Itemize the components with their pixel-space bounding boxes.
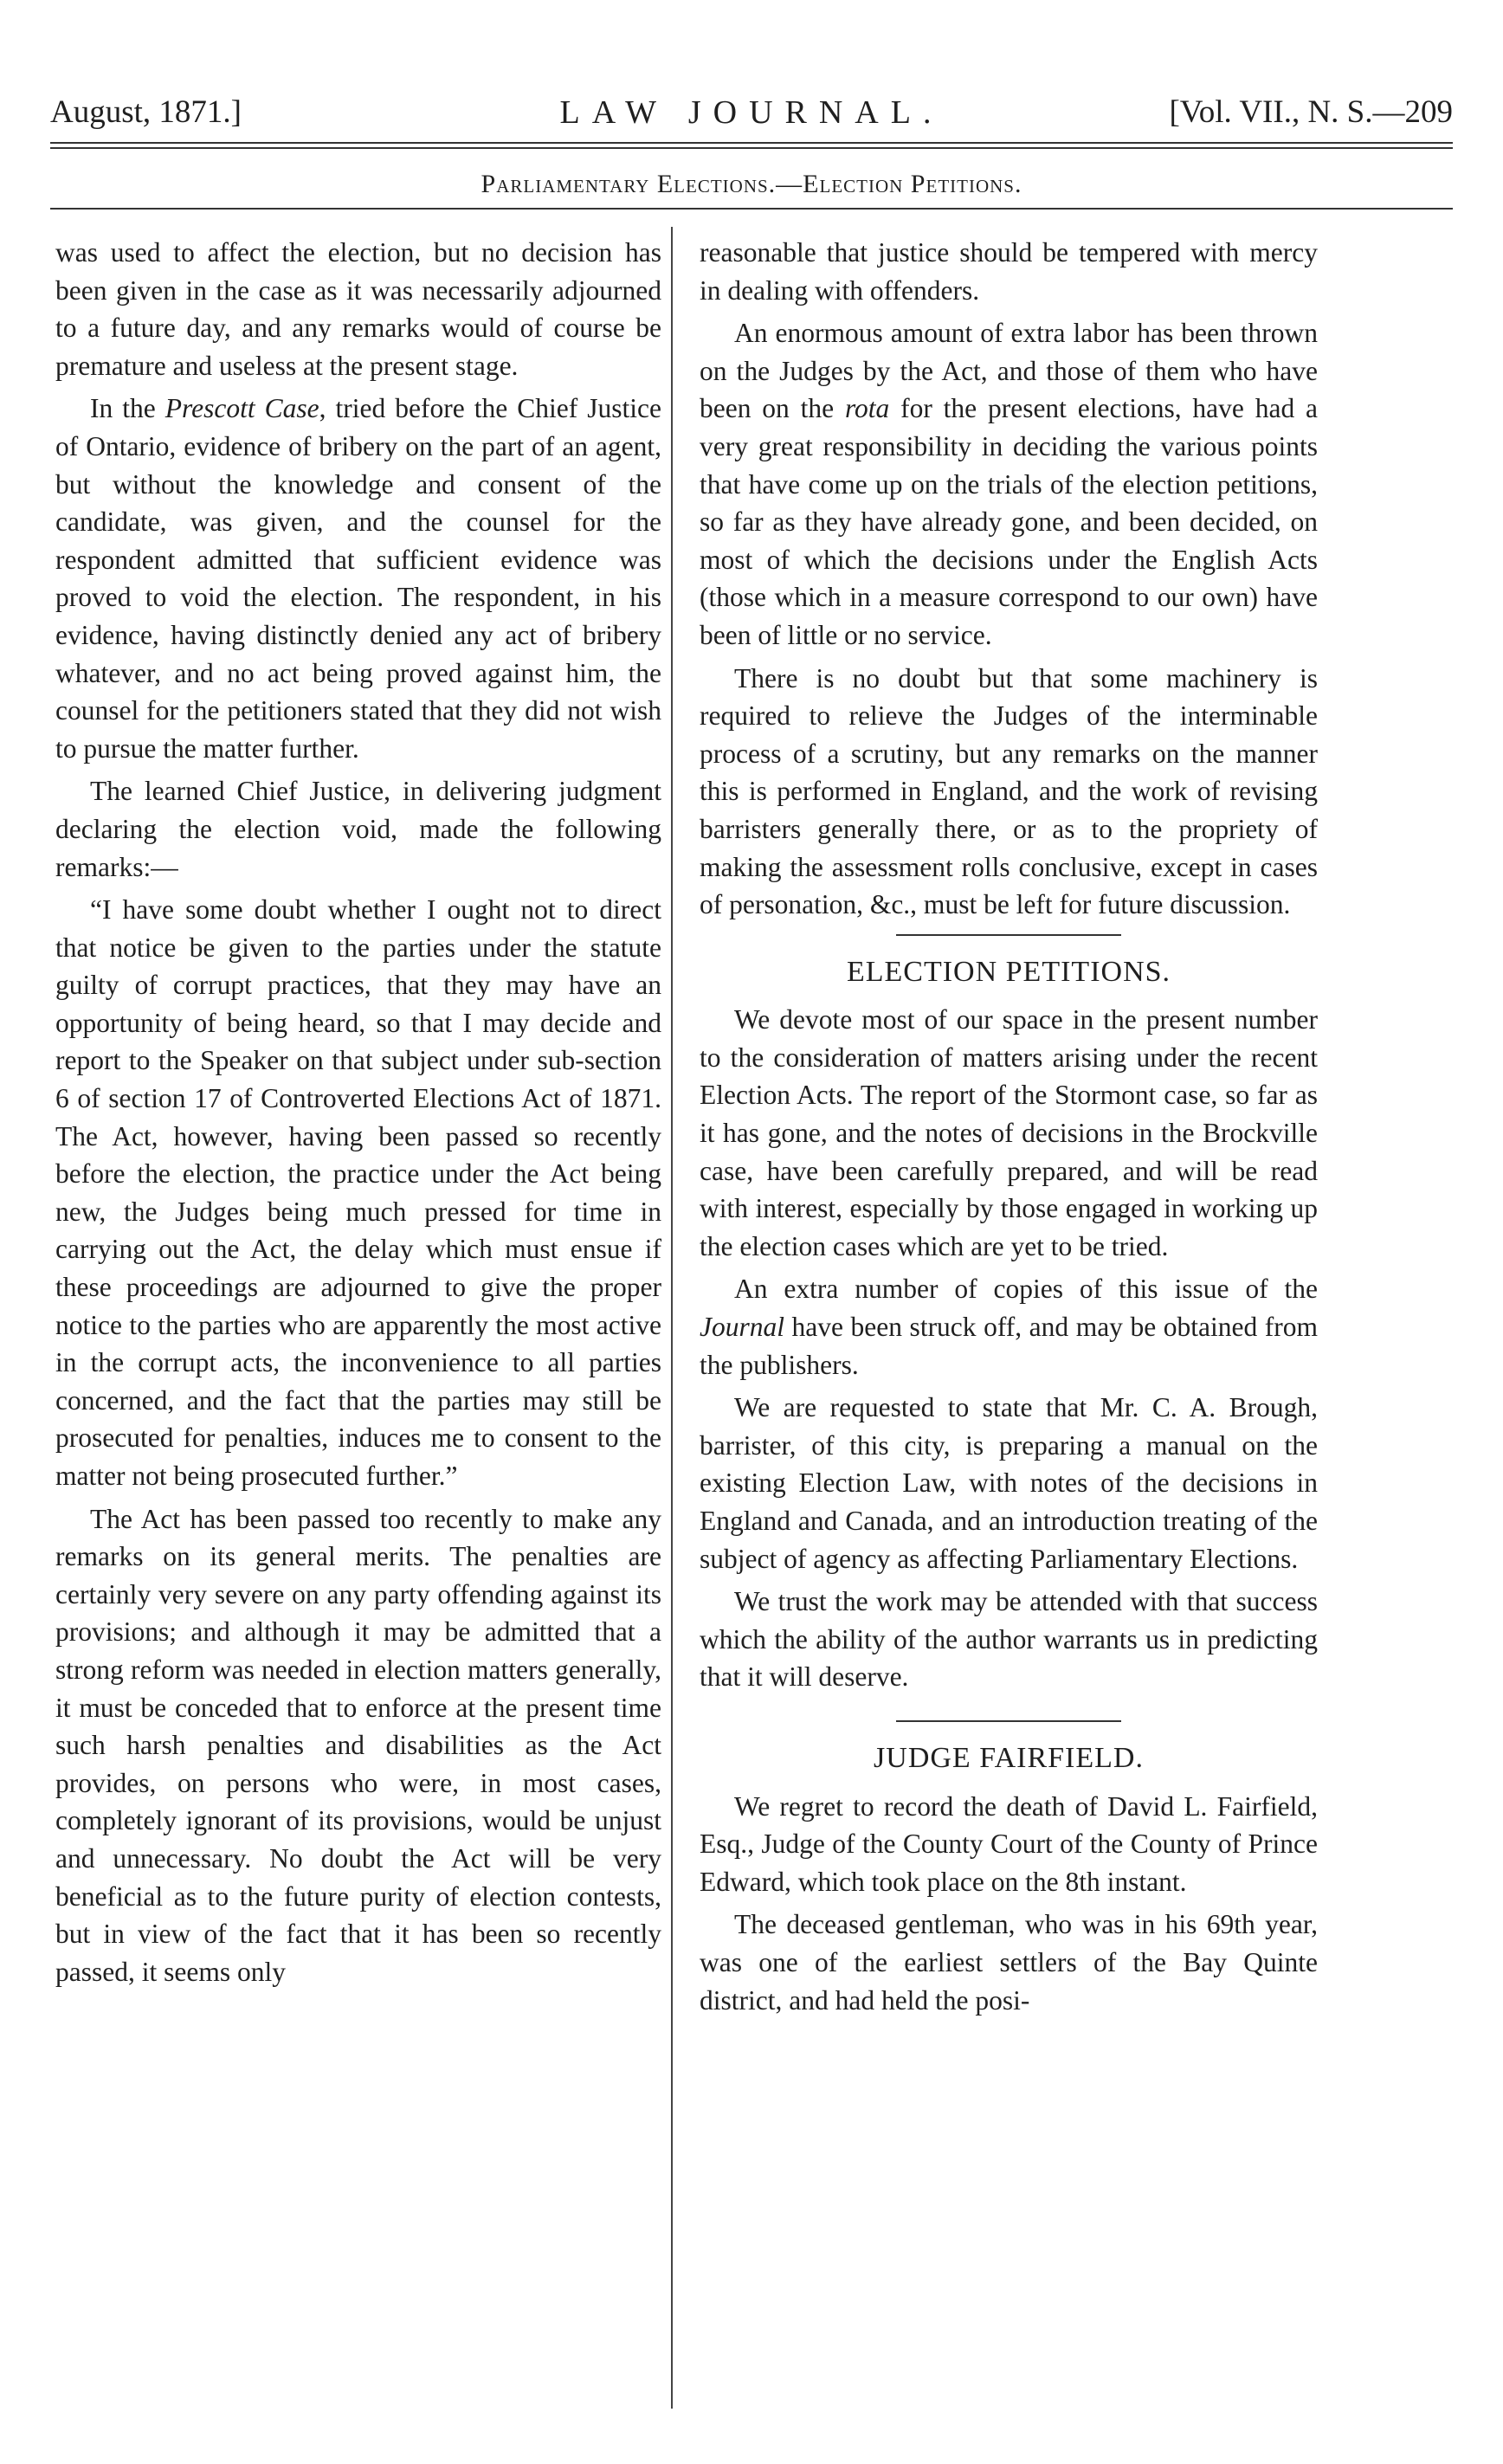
right-column	[700, 234, 1318, 2024]
column-divider	[671, 227, 673, 2409]
paragraph: In the Prescott Case, tried before the Chief Justice of Ontario, evidence of bribery on the part of an agent, but without the knowledge and consent of the candidate, was given, and the counsel for the respondent admitted that sufficient evidence was proved to void the election. The respondent, in his evidence, having distinctly denied any act of bribery whatever, and no act being proved against him, the counsel for the petitioners stated that they did not wish to pursue the matter further.	[55, 393, 661, 764]
subheader-rule	[50, 208, 1453, 210]
section-rule	[896, 934, 1121, 936]
header-rule-thin	[50, 147, 1453, 149]
section-subheader: Parliamentary Elections.—Election Petitions.	[481, 170, 1022, 198]
case-name: Prescott Case	[164, 393, 319, 424]
paragraph: We trust the work may be attended with that success which the ability of the author warrants us in predicting that it will deserve.	[700, 1586, 1318, 1693]
header-rule	[50, 142, 1453, 144]
section-title-election-petitions: ELECTION PETITIONS.	[846, 955, 1171, 988]
paragraph: The Act has been passed too recently to make any remarks on its general merits. The penalties are certainly very severe on any party offending against its provisions; and although it may be admitted that a strong reform was needed in election matters generally, it must be conceded that to enforce at the present time such harsh penalties and disabilities as the Act provides, on persons who were, in most cases, completely ignorant of its provisions, would be unjust and unnecessary. No doubt the Act will be very beneficial as to the future purity of election contests, but in view of the fact that it has been so recently passed, it seems only	[55, 1503, 661, 1987]
left-column	[55, 234, 661, 1996]
paragraph: An extra number of copies of this issue of the Journal have been struck off, and may be obtained from the publishers.	[700, 1274, 1318, 1380]
section-title-judge-fairfield: JUDGE FAIRFIELD.	[874, 1741, 1144, 1774]
paragraph: The deceased gentleman, who was in his 69th year, was one of the earliest settlers of the Bay Quinte district, and had held the posi-	[700, 1909, 1318, 2016]
running-header	[50, 94, 1453, 137]
quotation: “I have some doubt whether I ought not to direct that notice be given to the parties under the statute guilty of corrupt practices, that they may have an opportunity of being heard, so that I may decide and report to the Speaker on that subject under sub-section 6 of section 17 of Controverted Elections Act of 1871. The Act, however, having been passed so recently before the election, the practice under the Act being new, the Judges being much pressed for time in carrying out the Act, the delay which must ensue if these proceedings are adjourned to give the proper notice to the parties who are apparently the most active in the corrupt acts, the inconvenience to all parties concerned, and the fact that the parties may still be prosecuted for penalties, induces me to consent to the matter not being prosecuted further.”	[55, 894, 661, 1491]
header-date: August, 1871.]	[50, 94, 242, 130]
paragraph: An enormous amount of extra labor has been thrown on the Judges by the Act, and those of them who have been on the rota for the present elections, have had a very great responsibility in deciding the various points that have come up on the trials of the election petitions, so far as they have already gone, and been decided, on most of which the decisions under the English Acts (those which in a measure correspond to our own) have been of little or no service.	[700, 318, 1318, 650]
paragraph: The learned Chief Justice, in delivering judgment declaring the election void, made the following remarks:—	[55, 776, 661, 882]
journal-name: Journal	[700, 1312, 784, 1343]
journal-title: LAW JOURNAL.	[559, 94, 944, 131]
section-rule	[896, 1720, 1121, 1722]
paragraph: We devote most of our space in the present number to the consideration of matters arising under the recent Election Acts. The report of the Stormont case, so far as it has gone, and the notes of decisions in the Brockville case, have been carefully prepared, and will be read with interest, especially by those engaged in working up the election cases which are yet to be tried.	[700, 1004, 1318, 1261]
paragraph: was used to affect the election, but no decision has been given in the case as it was necessarily adjourned to a future day, and any remarks would of course be premature and useless at the present stage.	[55, 237, 661, 381]
paragraph: We are requested to state that Mr. C. A. Brough, barrister, of this city, is preparing a manual on the existing Election Law, with notes of the decisions in England and Canada, and an introduction treating of the subject of agency as affecting Parliamentary Elections.	[700, 1392, 1318, 1574]
volume-page-number: [Vol. VII., N. S.—209	[1169, 94, 1453, 130]
paragraph: There is no doubt but that some machinery is required to relieve the Judges of the interminable process of a scrutiny, but any remarks on the manner this is performed in England, and the work of revising barristers generally there, or as to the propriety of making the assessment rolls conclusive, except in cases of personation, &c., must be left for future discussion.	[700, 662, 1318, 920]
italic-term: rota	[844, 393, 890, 424]
paragraph: reasonable that justice should be tempered with mercy in dealing with offenders.	[700, 237, 1318, 306]
paragraph: We regret to record the death of David L. Fairfield, Esq., Judge of the County Court of the County of Prince Edward, which took place on the 8th instant.	[700, 1790, 1318, 1897]
